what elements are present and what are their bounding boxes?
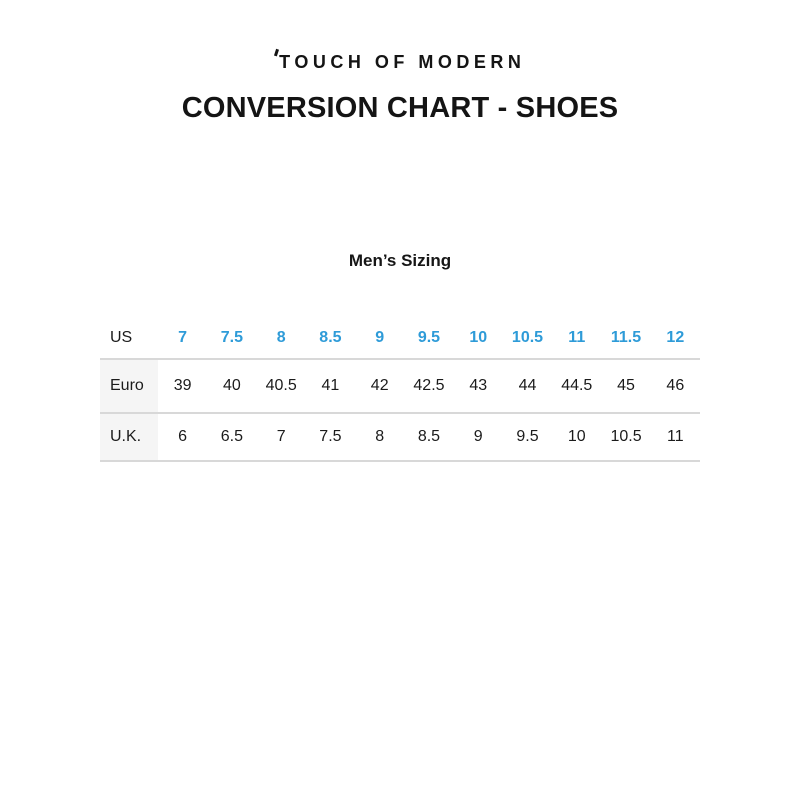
euro-size-cell: 45 [617, 377, 635, 394]
us-size-cell: 7.5 [220, 328, 244, 346]
us-size-cell: 9.5 [417, 328, 441, 346]
euro-size-cell: 41 [321, 377, 340, 394]
logo-tick-icon [274, 49, 279, 56]
euro-size-cell: 42.5 [413, 377, 445, 394]
uk-size-cell: 9 [473, 428, 483, 445]
uk-size-cell: 10.5 [610, 428, 642, 445]
uk-size-cell: 8.5 [417, 428, 441, 445]
size-conversion-table-wrap [100, 317, 700, 462]
uk-size-cell: 8 [375, 428, 385, 445]
euro-size-cell: 39 [173, 377, 192, 394]
euro-size-cell: 43 [469, 377, 488, 394]
euro-size-cell: 42 [370, 377, 389, 394]
us-size-cell: 11.5 [610, 328, 642, 346]
us-size-cell: 9 [375, 328, 385, 346]
euro-size-cell: 44 [518, 377, 537, 394]
us-size-cell: 8.5 [319, 328, 342, 346]
brand-logo-text: TOUCH OF MODERN [279, 52, 526, 72]
brand-logo [275, 52, 526, 73]
row-label-uk: U.K. [100, 413, 158, 461]
us-size-cell: 11 [568, 328, 586, 346]
page-title: CONVERSION CHART - SHOES [181, 92, 619, 124]
us-size-cell: 8 [276, 328, 286, 346]
us-size-cell: 10.5 [511, 328, 544, 346]
uk-size-cell: 7.5 [319, 428, 342, 445]
size-conversion-table [100, 317, 700, 462]
brand-header [0, 0, 800, 73]
table-row-euro [100, 359, 700, 413]
euro-size-cell: 40.5 [265, 377, 297, 394]
uk-size-cell: 11 [667, 428, 684, 445]
row-label-us: US [110, 328, 133, 346]
uk-size-cell: 6.5 [220, 428, 244, 445]
uk-size-cell: 9.5 [516, 428, 539, 445]
euro-size-cell: 44.5 [561, 377, 593, 394]
uk-size-cell: 6 [178, 428, 188, 445]
euro-size-cell: 40 [223, 377, 241, 394]
section-heading-mens-sizing: Men’s Sizing [348, 251, 452, 270]
uk-size-cell: 7 [276, 428, 286, 445]
table-row-uk [100, 413, 700, 461]
us-size-cell: 7 [178, 328, 188, 346]
uk-size-cell: 10 [567, 428, 586, 445]
euro-size-cell: 46 [666, 377, 685, 394]
us-size-cell: 12 [666, 328, 685, 346]
us-size-cell: 10 [469, 328, 488, 346]
table-row-us [100, 317, 700, 359]
row-label-euro: Euro [100, 359, 158, 413]
